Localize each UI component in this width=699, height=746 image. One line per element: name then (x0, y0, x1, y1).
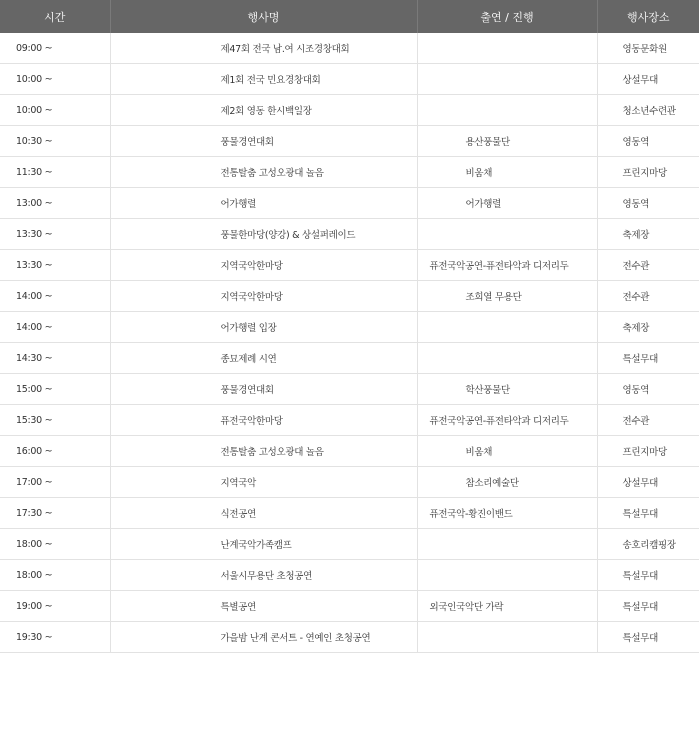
cell-performer (417, 560, 597, 591)
cell-event-name: 어가행렬 입장 (110, 312, 417, 343)
cell-time: 11:30 ~ (0, 157, 110, 188)
cell-performer: 비움채 (417, 157, 597, 188)
cell-venue: 프린지마당 (597, 436, 699, 467)
cell-venue: 특설무대 (597, 498, 699, 529)
cell-event-name: 지역국악 (110, 467, 417, 498)
cell-time: 14:00 ~ (0, 312, 110, 343)
cell-venue: 프린지마당 (597, 157, 699, 188)
cell-venue: 영동역 (597, 126, 699, 157)
cell-time: 19:30 ~ (0, 622, 110, 653)
cell-performer: 용산풍물단 (417, 126, 597, 157)
cell-time: 15:00 ~ (0, 374, 110, 405)
cell-event-name: 제2회 영동 한시백일장 (110, 95, 417, 126)
cell-time: 15:30 ~ (0, 405, 110, 436)
table-row (0, 312, 699, 343)
cell-performer (417, 219, 597, 250)
cell-performer: 어가행렬 (417, 188, 597, 219)
table-row (0, 405, 699, 436)
cell-time: 14:00 ~ (0, 281, 110, 312)
cell-performer: 퓨전국악공연-퓨전타악과 디저리두 (417, 250, 597, 281)
cell-performer: 퓨전국악공연-퓨전타악과 디저리두 (417, 405, 597, 436)
cell-event-name: 풍물경연대회 (110, 126, 417, 157)
cell-venue: 축제장 (597, 312, 699, 343)
table-row (0, 560, 699, 591)
cell-time: 10:00 ~ (0, 64, 110, 95)
cell-event-name: 제1회 전국 민요경창대회 (110, 64, 417, 95)
cell-event-name: 어가행렬 (110, 188, 417, 219)
cell-venue: 특설무대 (597, 343, 699, 374)
cell-event-name: 전통탈춤 고성오광대 놀음 (110, 157, 417, 188)
table-row (0, 436, 699, 467)
cell-performer: 비움채 (417, 436, 597, 467)
table-body (0, 33, 699, 653)
cell-venue: 특설무대 (597, 622, 699, 653)
cell-time: 10:00 ~ (0, 95, 110, 126)
cell-event-name: 식전공연 (110, 498, 417, 529)
cell-time: 09:00 ~ (0, 33, 110, 64)
cell-performer (417, 529, 597, 560)
table-row (0, 188, 699, 219)
cell-performer (417, 622, 597, 653)
cell-venue: 축제장 (597, 219, 699, 250)
cell-performer: 조희열 무용단 (417, 281, 597, 312)
cell-event-name: 퓨전국악한마당 (110, 405, 417, 436)
cell-performer: 외국인국악단 가락 (417, 591, 597, 622)
cell-performer (417, 33, 597, 64)
cell-event-name: 전통탈춤 고성오광대 놀음 (110, 436, 417, 467)
cell-event-name: 종묘제례 시연 (110, 343, 417, 374)
table-row (0, 498, 699, 529)
cell-venue: 상설무대 (597, 467, 699, 498)
cell-time: 17:00 ~ (0, 467, 110, 498)
cell-event-name: 풍물경연대회 (110, 374, 417, 405)
cell-venue: 영동문화원 (597, 33, 699, 64)
header-row (0, 0, 699, 33)
cell-venue: 상설무대 (597, 64, 699, 95)
cell-event-name: 제47회 전국 남.여 시조경창대회 (110, 33, 417, 64)
table-row (0, 591, 699, 622)
cell-time: 13:30 ~ (0, 250, 110, 281)
table-row (0, 95, 699, 126)
cell-event-name: 지역국악한마당 (110, 250, 417, 281)
cell-venue: 영동역 (597, 188, 699, 219)
table-row (0, 157, 699, 188)
cell-venue: 전수관 (597, 250, 699, 281)
cell-performer (417, 95, 597, 126)
table-row (0, 33, 699, 64)
cell-event-name: 서울시무용단 초청공연 (110, 560, 417, 591)
cell-performer: 학산풍물단 (417, 374, 597, 405)
cell-performer (417, 64, 597, 95)
table-row (0, 529, 699, 560)
cell-venue: 특설무대 (597, 560, 699, 591)
cell-time: 18:00 ~ (0, 560, 110, 591)
cell-event-name: 지역국악한마당 (110, 281, 417, 312)
table-row (0, 250, 699, 281)
table-row (0, 622, 699, 653)
table-row (0, 64, 699, 95)
table-row (0, 467, 699, 498)
cell-performer: 퓨전국악-황진이밴드 (417, 498, 597, 529)
cell-performer: 참소리예술단 (417, 467, 597, 498)
header-event-name: 행사명 (110, 0, 417, 33)
cell-time: 14:30 ~ (0, 343, 110, 374)
cell-time: 10:30 ~ (0, 126, 110, 157)
cell-event-name: 풍물한마당(양강) & 상설퍼레이드 (110, 219, 417, 250)
table-row (0, 374, 699, 405)
cell-time: 16:00 ~ (0, 436, 110, 467)
cell-time: 13:00 ~ (0, 188, 110, 219)
table-row (0, 126, 699, 157)
cell-event-name: 가을밤 난계 콘서트 - 연예인 초청공연 (110, 622, 417, 653)
cell-performer (417, 312, 597, 343)
table-header (0, 0, 699, 33)
cell-venue: 특설무대 (597, 591, 699, 622)
cell-time: 19:00 ~ (0, 591, 110, 622)
header-performer: 출연 / 진행 (417, 0, 597, 33)
table-row (0, 281, 699, 312)
table-row (0, 343, 699, 374)
cell-time: 18:00 ~ (0, 529, 110, 560)
cell-time: 13:30 ~ (0, 219, 110, 250)
cell-event-name: 난계국악가족캠프 (110, 529, 417, 560)
cell-venue: 영동역 (597, 374, 699, 405)
cell-venue: 전수관 (597, 405, 699, 436)
cell-venue: 청소년수련관 (597, 95, 699, 126)
table-row (0, 219, 699, 250)
cell-event-name: 특별공연 (110, 591, 417, 622)
header-venue: 행사장소 (597, 0, 699, 33)
cell-venue: 전수관 (597, 281, 699, 312)
cell-performer (417, 343, 597, 374)
cell-venue: 송호리캠핑장 (597, 529, 699, 560)
header-time: 시간 (0, 0, 110, 33)
cell-time: 17:30 ~ (0, 498, 110, 529)
